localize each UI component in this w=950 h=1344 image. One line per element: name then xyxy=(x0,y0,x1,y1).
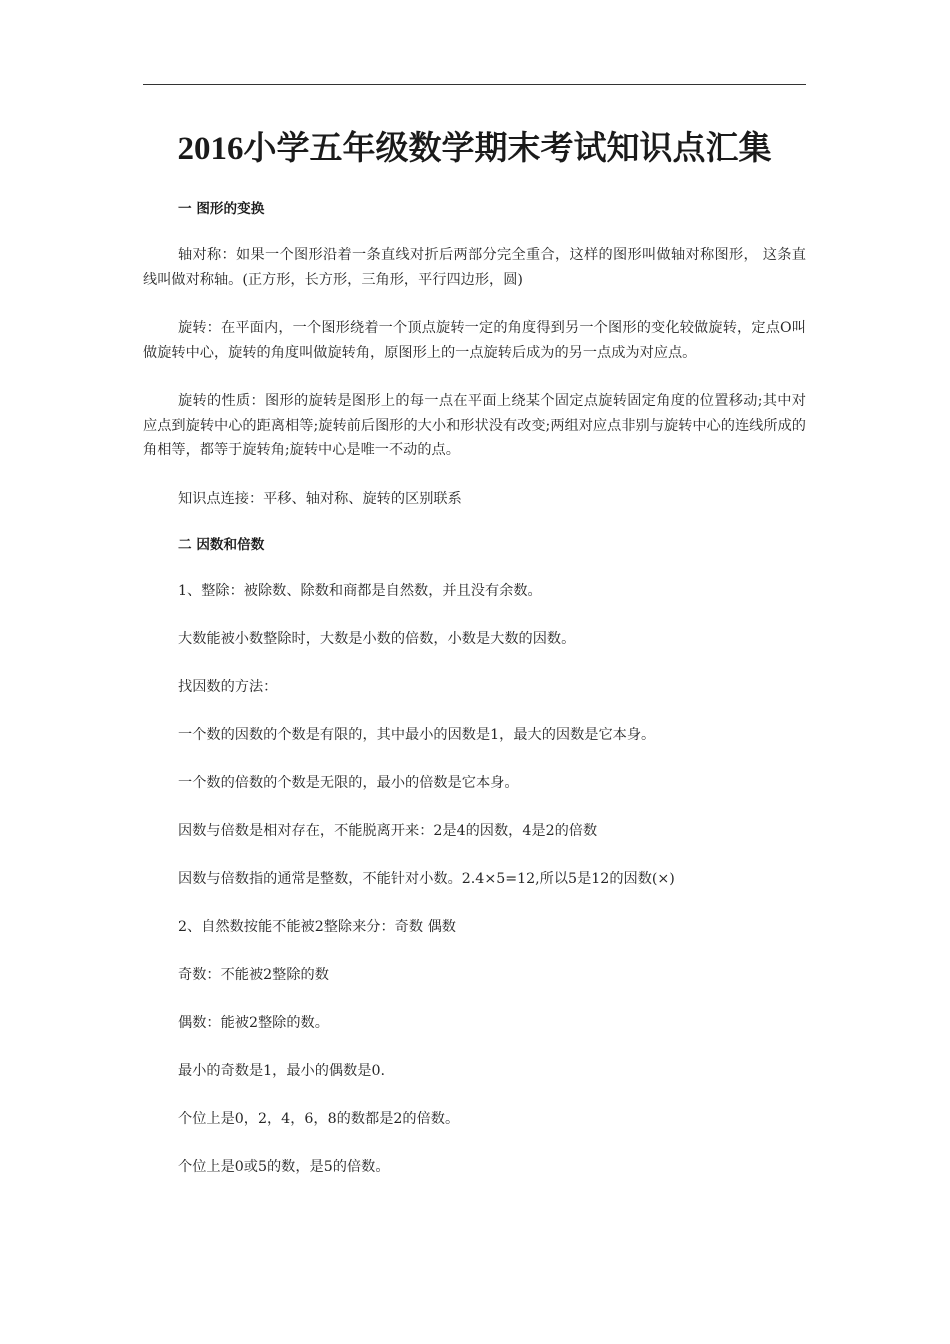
section-heading-transformations: 一 图形的变换 xyxy=(178,201,265,217)
section-heading-factors-multiples: 二 因数和倍数 xyxy=(178,537,265,553)
list-item: 个位上是0，2，4，6，8的数都是2的倍数。 xyxy=(178,1111,460,1127)
list-item: 因数与倍数指的通常是整数，不能针对小数。2.4×5=12,所以5是12的因数(×) xyxy=(178,871,675,887)
list-item: 偶数：能被2整除的数。 xyxy=(178,1015,329,1031)
list-item: 2、自然数按能不能被2整除来分：奇数 偶数 xyxy=(178,919,456,935)
paragraph-axial-symmetry: 轴对称：如果一个图形沿着一条直线对折后两部分完全重合，这样的图形叫做轴对称图形， 这条直线叫做对称轴。(正方形，长方形，三角形，平行四边形，圆) xyxy=(143,247,806,288)
list-item: 找因数的方法： xyxy=(178,679,278,695)
list-item: 奇数：不能被2整除的数 xyxy=(178,967,329,983)
list-item: 1、整除：被除数、除数和商都是自然数，并且没有余数。 xyxy=(178,583,542,599)
header-rule xyxy=(143,84,806,85)
list-item: 大数能被小数整除时，大数是小数的倍数，小数是大数的因数。 xyxy=(178,631,576,647)
list-item: 因数与倍数是相对存在，不能脱离开来：2是4的因数，4是2的倍数 xyxy=(178,823,598,839)
document-body xyxy=(143,197,806,1179)
paragraph-rotation-properties: 旋转的性质：图形的旋转是图形上的每一点在平面上绕某个固定点旋转固定角度的位置移动;其中对应点到旋转中心的距离相等;旋转前后图形的大小和形状没有改变;两组对应点非别与旋转中心的连线所成的角相等，都等于旋转角;旋转中心是唯一不动的点。 xyxy=(143,393,806,458)
paragraph-knowledge-link: 知识点连接：平移、轴对称、旋转的区别联系 xyxy=(178,490,462,507)
list-item: 个位上是0或5的数，是5的倍数。 xyxy=(178,1159,390,1175)
list-item: 一个数的倍数的个数是无限的，最小的倍数是它本身。 xyxy=(178,775,519,791)
list-item: 最小的奇数是1，最小的偶数是0. xyxy=(178,1063,386,1079)
document-title: 2016小学五年级数学期末考试知识点汇集 xyxy=(177,131,772,167)
paragraph-rotation: 旋转：在平面内，一个图形绕着一个顶点旋转一定的角度得到另一个图形的变化较做旋转，定点O叫做旋转中心，旋转的角度叫做旋转角，原图形上的一点旋转后成为的另一点成为对应点。 xyxy=(143,320,806,361)
list-item: 一个数的因数的个数是有限的，其中最小的因数是1，最大的因数是它本身。 xyxy=(178,727,656,743)
